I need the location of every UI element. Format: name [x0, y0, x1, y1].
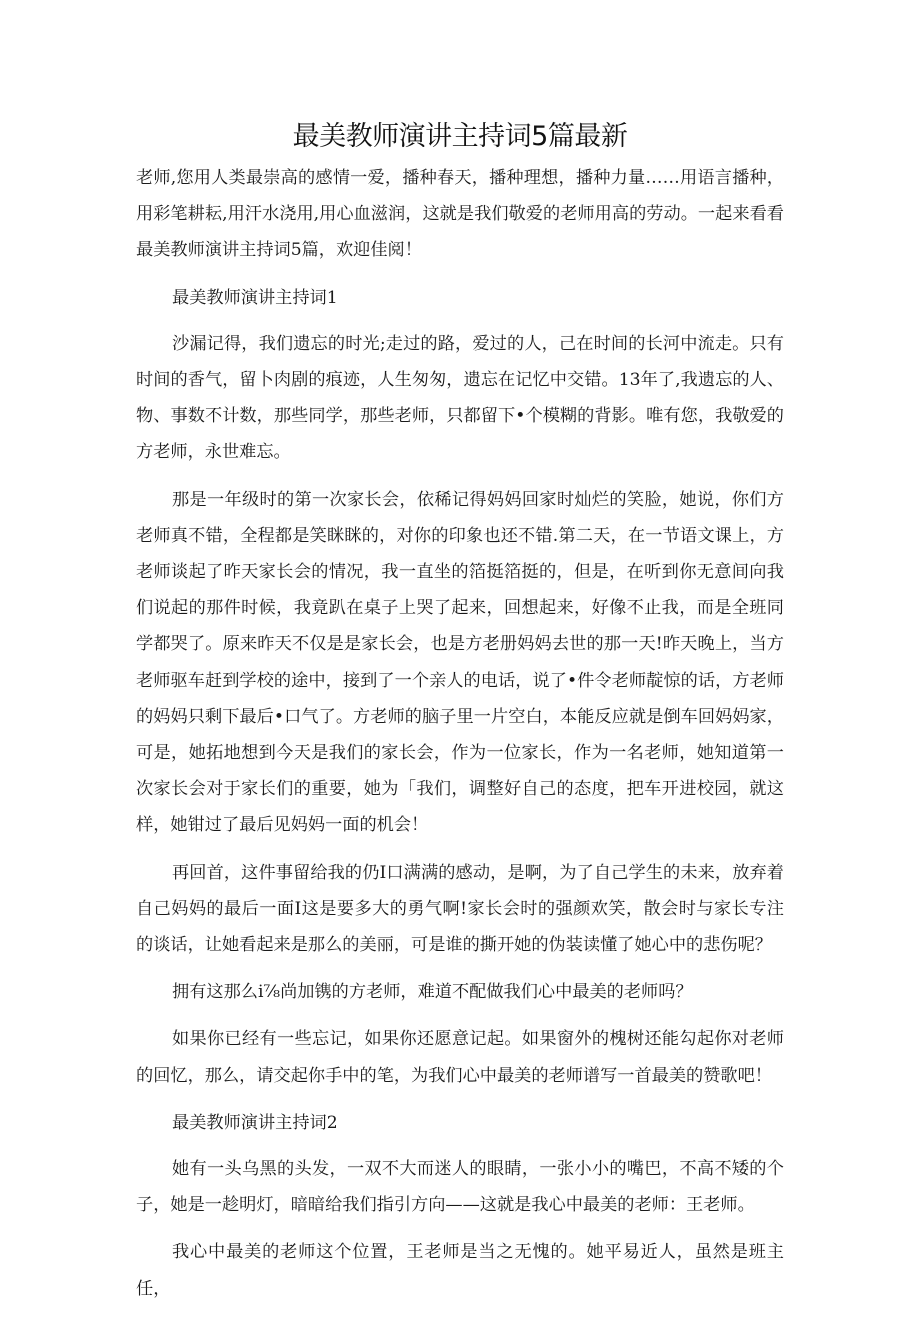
section-heading-2: 最美教师演讲主持词2 [172, 1112, 338, 1133]
section-1-paragraph: 再回首，这件事留给我的仍I口满满的感动，是啊，为了自己学生的未来，放弃着自己妈妈的最后一面I这是要多大的勇气啊!家长会时的强颜欢笑，散会时与家长专注的谈话，让她看起来是那么的美丽，可是谁的撕开她的伪装读懂了她心中的悲伤呢？ [136, 862, 784, 956]
document-title: 最美教师演讲主持词5篇最新 [292, 121, 628, 152]
document-body [136, 160, 784, 1318]
section-1-paragraph: 沙漏记得，我们遗忘的时光;走过的路，爱过的人，己在时间的长河中流走。只有时间的香气，留卜肉剧的痕迹，人生匆匆，遗忘在记忆中交错。13年了,我遗忘的人、物、事数不计数，那些同学，那些老师，只都留下•个模糊的背影。唯有您，我敬爱的方老师，永世难忘。 [136, 333, 784, 463]
section-2-paragraph: 我心中最美的老师这个位置，王老师是当之无愧的。她平易近人，虽然是班主任， [136, 1242, 784, 1299]
section-1-paragraph: 那是一年级时的第一次家长会，依稀记得妈妈回家时灿烂的笑脸，她说，你们方老师真不错，全程都是笑眯眯的，对你的印象也还不错.第二天，在一节语文课上，方老师谈起了昨天家长会的情况，我一直坐的箔挺箔挺的，但是，在听到你无意间向我们说起的那件时候，我竟趴在桌子上哭了起来，回想起来，好像不止我，而是全班同学都哭了。原来昨天不仅是是家长会，也是方老册妈妈去世的那一天!昨天晚上，当方老师驱车赶到学校的途中，接到了一个亲人的电话，说了•件令老师靛惊的话，方老师的妈妈只剩下最后•口气了。方老师的脑子里一片空白，本能反应就是倒车回妈妈家，可是，她拓地想到今天是我们的家长会，作为一位家长，作为一名老师，她知道第一次家长会对于家长们的重要，她为「我们，调整好自己的态度，把车开进校园，就这样，她钳过了最后见妈妈一面的机会！ [136, 489, 784, 836]
section-heading-1: 最美教师演讲主持词1 [172, 287, 338, 308]
section-1-paragraph: 拥有这那么i⅞尚加镌的方老师，难道不配做我们心中最美的老师吗？ [172, 982, 693, 1003]
section-2-paragraph: 她有一头乌黑的头发，一双不大而迷人的眼睛，一张小小的嘴巴，不高不矮的个子，她是一趁明灯，暗暗给我们指引方向——这就是我心中最美的老师：王老师。 [136, 1159, 784, 1216]
section-1-paragraph: 如果你已经有一些忘记，如果你还愿意记起。如果窗外的槐树还能勾起你对老师的回忆，那么，请交起你手中的笔，为我们心中最美的老师谱写一首最美的赞歌吧！ [136, 1029, 784, 1086]
intro-paragraph: 老师,您用人类最崇高的感情一爱，播种春天，播种理想，播种力量……用语言播种，用彩笔耕耘,用汗水浇用,用心血滋润，这就是我们敬爱的老师用高的劳动。一起来看看最美教师演讲主持词5篇，欢迎佳阅！ [136, 168, 784, 261]
